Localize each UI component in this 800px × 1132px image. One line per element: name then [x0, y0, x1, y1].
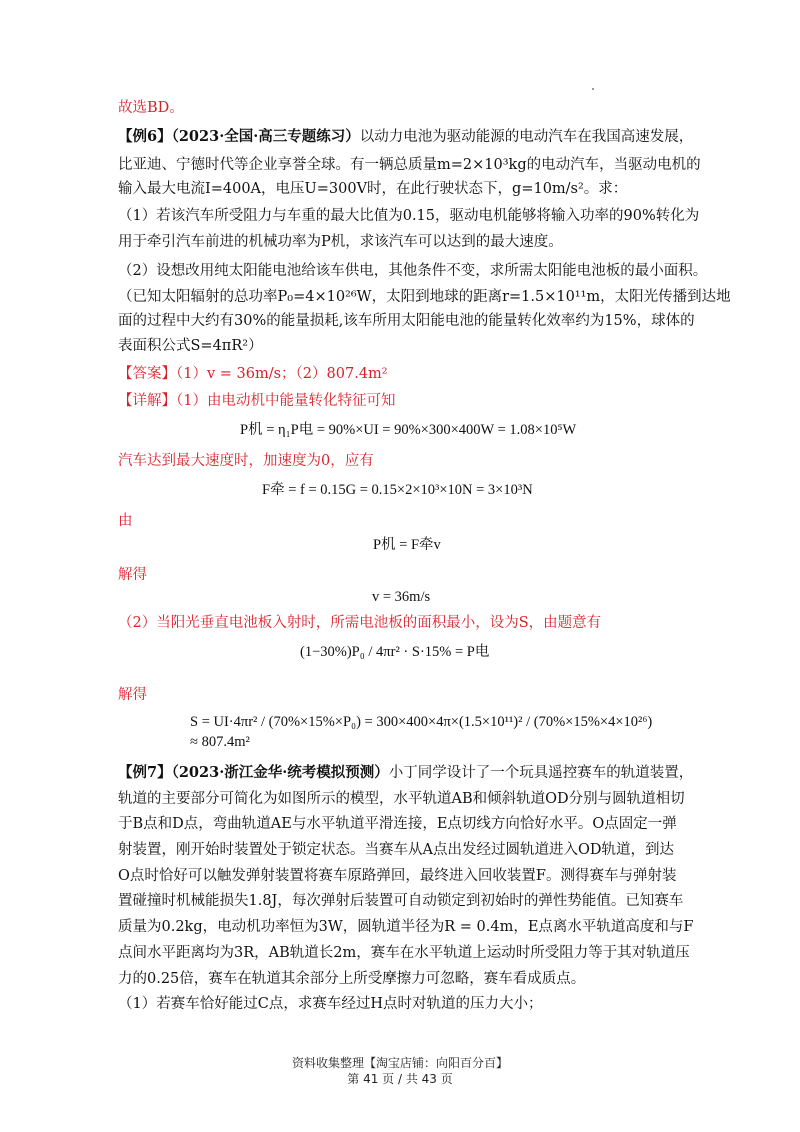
example6-line: 表面积公式S=4πR²） — [118, 338, 263, 354]
example7-text: 小丁同学设计了一个玩具遥控赛车的轨道装置， — [388, 765, 694, 781]
detail-line — [118, 391, 395, 411]
example7-line: 轨道的主要部分可简化为如图所示的模型，水平轨道AB和倾斜轨道OD分别与圆轨道相切 — [118, 791, 685, 807]
example6-line: 用于牵引汽车前进的机械功率为P机，求该汽车可以达到的最大速度。 — [118, 234, 563, 250]
answer-tag: 【答案】 — [118, 366, 176, 382]
detail-tag: 【详解】 — [118, 393, 176, 409]
example7-tag: 【例7】 — [118, 764, 172, 781]
example7-line: 置碰撞时机械能损失1.8J，每次弹射后装置可自动锁定到初始时的弹性势能值。已知赛车 — [118, 893, 684, 909]
example6-source: （2023·全国·高三专题练习） — [171, 128, 360, 145]
answer-text: （1）v = 36m/s；（2）807.4m² — [176, 366, 388, 382]
example6-line: 比亚迪、宁德时代等企业享誉全球。有一辆总质量m=2×10³kg的电动汽车，当驱动电机的 — [118, 157, 701, 173]
example7-line: 质量为0.2kg，电动机功率恒为3W，圆轨道半径为R = 0.4m，E点离水平轨道高度和与F — [118, 919, 694, 935]
equation-4: v = 36m/s — [372, 589, 431, 605]
example7-line: 点间水平距离均为3R，AB轨道长2m，赛车在水平轨道上运动时所受阻力等于其对轨道压 — [118, 945, 690, 961]
example6-line: 面的过程中大约有30%的能量损耗,该车所用太阳能电池的能量转化效率约为15%，球体的 — [118, 313, 695, 329]
example6-first-line — [118, 127, 693, 147]
example7-source: （2023·浙江金华·统考模拟预测） — [171, 764, 389, 781]
equation-1: P机 = η₁P电 = 90%×UI = 90%×300×400W = 1.08×10⁵W — [240, 422, 577, 438]
detail-intro: （1）由电动机中能量转化特征可知 — [176, 393, 396, 409]
example7-line: O点时恰好可以触发弹射装置将赛车原路弹回，最终进入回收装置F。测得赛车与弹射装 — [118, 868, 677, 884]
example6-line: （已知太阳辐射的总功率P₀=4×10²⁶W，太阳到地球的距离r=1.5×10¹¹m，太阳光传播到达地 — [118, 289, 731, 305]
equation-2: F牵 = f = 0.15G = 0.15×2×10³×10N = 3×10³N — [262, 482, 533, 498]
footer-source: 资料收集整理【淘宝店铺：向阳百分百】 — [291, 1056, 508, 1070]
footer-page-number: 第 41 页 / 共 43 页 — [347, 1072, 453, 1086]
example6-line: 输入最大电流I=400A，电压U=300V时，在此行驶状态下，g=10m/s²。求： — [118, 181, 628, 197]
equation-6: S = UI·4πr² / (70%×15%×P₀) = 300×400×4π×(1.5×10¹¹)² / (70%×15%×4×10²⁶) ≈ 807.4m² — [190, 714, 653, 750]
equation-3: P机 = F牵v — [373, 537, 441, 553]
detail-text: 由 — [118, 513, 133, 529]
detail-text: （2）当阳光垂直电池板入射时，所需电池板的面积最小，设为S，由题意有 — [118, 615, 602, 631]
answer-line — [118, 364, 388, 384]
detail-text: 解得 — [118, 567, 147, 583]
example7-line: 力的0.25倍，赛车在轨道其余部分上所受摩擦力可忽略，赛车看成质点。 — [118, 971, 586, 987]
example6-tag: 【例6】 — [118, 128, 172, 145]
example7-first-line — [118, 763, 693, 783]
header-mark — [592, 88, 594, 90]
detail-text: 解得 — [118, 687, 147, 703]
detail-text: 汽车达到最大速度时，加速度为0，应有 — [118, 453, 374, 469]
example7-line: 射装置，刚开始时装置处于锁定状态。当赛车从A点出发经过圆轨道进入OD轨道，到达 — [118, 842, 674, 858]
example6-line: （1）若该汽车所受阻力与车重的最大比值为0.15，驱动电机能够将输入功率的90%转化为 — [118, 208, 700, 224]
equation-5: (1−30%)P₀ / 4πr² · S·15% = P电 — [300, 644, 490, 660]
example7-line: （1）若赛车恰好能过C点，求赛车经过H点时对轨道的压力大小； — [118, 996, 543, 1012]
example6-text: 以动力电池为驱动能源的电动汽车在我国高速发展， — [359, 129, 694, 145]
example7-line: 于B点和D点，弯曲轨道AE与水平轨道平滑连接，E点切线方向恰好水平。O点固定一弹 — [118, 816, 677, 832]
top-note: 故选BD。 — [118, 100, 184, 116]
example6-line: （2）设想改用纯太阳能电池给该车供电，其他条件不变，求所需太阳能电池板的最小面积。 — [118, 263, 708, 279]
